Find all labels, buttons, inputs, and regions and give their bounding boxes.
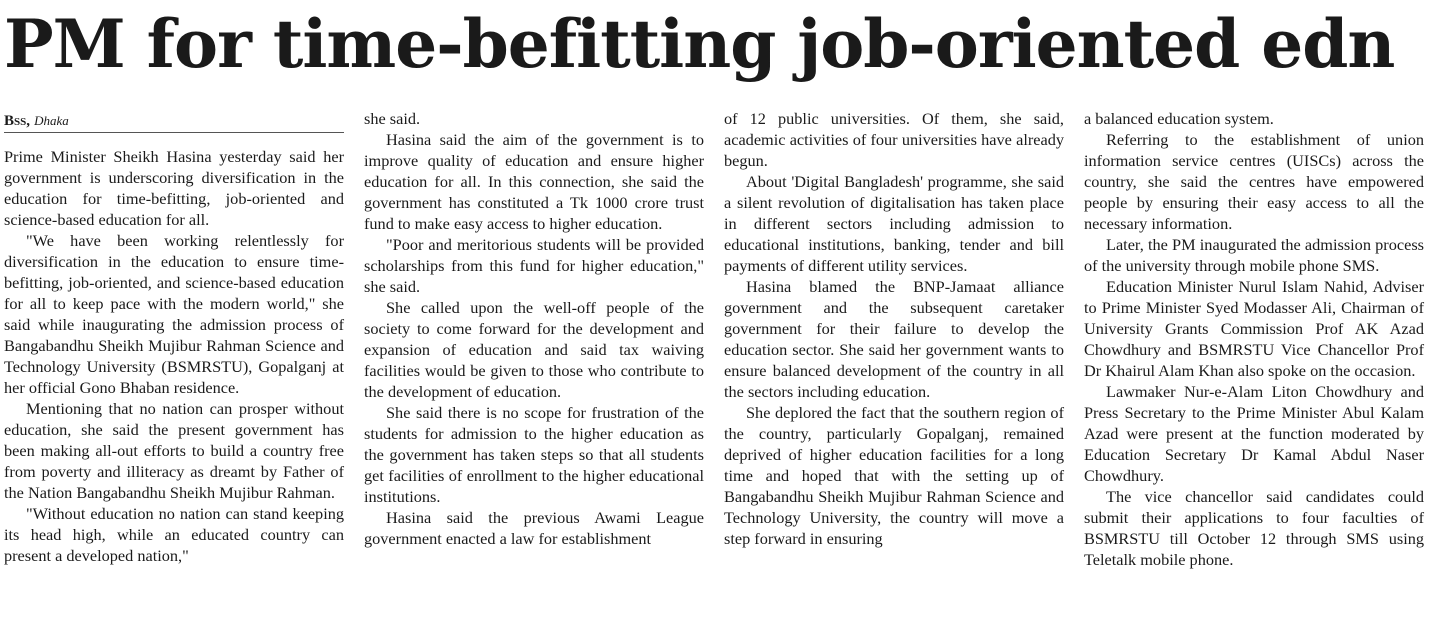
paragraph: a balanced education system. [1084,109,1274,128]
paragraph: Later, the PM inaugurated the admission process of the university through mobile phone SMS. [1084,235,1424,275]
article-column-3 [724,108,1064,549]
paragraph: About 'Digital Bangladesh' programme, she said a silent revolution of digitalisation has taken place in different sectors including admission to educational institutions, banking, tender and bill payments of different utility services. [724,172,1064,275]
paragraph: Education Minister Nurul Islam Nahid, Adviser to Prime Minister Syed Modasser Ali, Chairman of University Grants Commission Prof AK Azad Chowdhury and BSMRSTU Vice Chancellor Prof Dr Khairul Alam Khan also spoke on the occasion. [1084,277,1424,380]
byline [4,108,344,133]
paragraph: Prime Minister Sheikh Hasina yesterday said her government is underscoring diversification in the education for time-befitting, job-oriented and science-based education for all. [4,147,344,229]
paragraph: Hasina said the aim of the government is to improve quality of education and ensure higher education for all. In this connection, she said the government has constituted a Tk 1000 crore trust fund to make easy access to higher education. [364,130,704,233]
headline: PM for time-befitting job-oriented edn [4,5,1395,83]
paragraph: Lawmaker Nur-e-Alam Liton Chowdhury and Press Secretary to the Prime Minister Abul Kalam Azad were present at the function moderated by Education Secretary Dr Kamal Abdul Naser Chowdhury. [1084,382,1424,485]
paragraph: She called upon the well-off people of the society to come forward for the development and expansion of education and said tax waiving facilities would be given to those who contribute to the development of education. [364,298,704,401]
byline-location: Dhaka [34,113,69,128]
byline-source: Bss, [4,113,30,129]
paragraph: Hasina blamed the BNP-Jamaat alliance government and the subsequent caretaker government for their failure to develop the education sector. She said her government wants to ensure balanced development of the country in all the sectors including education. [724,277,1064,401]
article-column-1 [4,108,344,566]
paragraph: The vice chancellor said candidates could submit their applications to four faculties of BSMRSTU till October 12 through SMS using Teletalk mobile phone. [1084,487,1424,569]
article-column-4 [1084,108,1424,570]
paragraph: She deplored the fact that the southern region of the country, particularly Gopalganj, remained deprived of higher education facilities for a long time and hoped that with the setting up of Bangabandhu Sheikh Mujibur Rahman Science and Technology University, the country will move a step forward in ensuring [724,403,1064,548]
paragraph: she said. [364,109,421,128]
paragraph: She said there is no scope for frustration of the students for admission to the higher education as the government has taken steps so that all students get facilities of enrollment to the higher educational institutions. [364,403,704,506]
paragraph: Mentioning that no nation can prosper without education, she said the present government has been making all-out efforts to build a country free from poverty and illiteracy as dreamt by Father of the Nation Bangabandhu Sheikh Mujibur Rahman. [4,399,344,502]
paragraph: "Without education no nation can stand keeping its head high, while an educated country can present a developed nation," [4,504,344,565]
paragraph: of 12 public universities. Of them, she said, academic activities of four universities have already begun. [724,109,1064,170]
paragraph: Referring to the establishment of union information service centres (UISCs) across the country, she said the centres have empowered people by ensuring their easy access to all the necessary information. [1084,130,1424,233]
paragraph: Hasina said the previous Awami League government enacted a law for establishment [364,508,704,548]
article-column-2 [364,108,704,549]
paragraph: "We have been working relentlessly for diversification in the education to ensure time-befitting, job-oriented, and science-based education for all to keep pace with the modern world," she said while inaugurating the admission process of Bangabandhu Sheikh Mujibur Rahman Science and Technology University (BSMRSTU), Gopalganj at her official Gono Bhaban residence. [4,231,344,397]
paragraph: "Poor and meritorious students will be provided scholarships from this fund for higher education," she said. [364,235,704,296]
